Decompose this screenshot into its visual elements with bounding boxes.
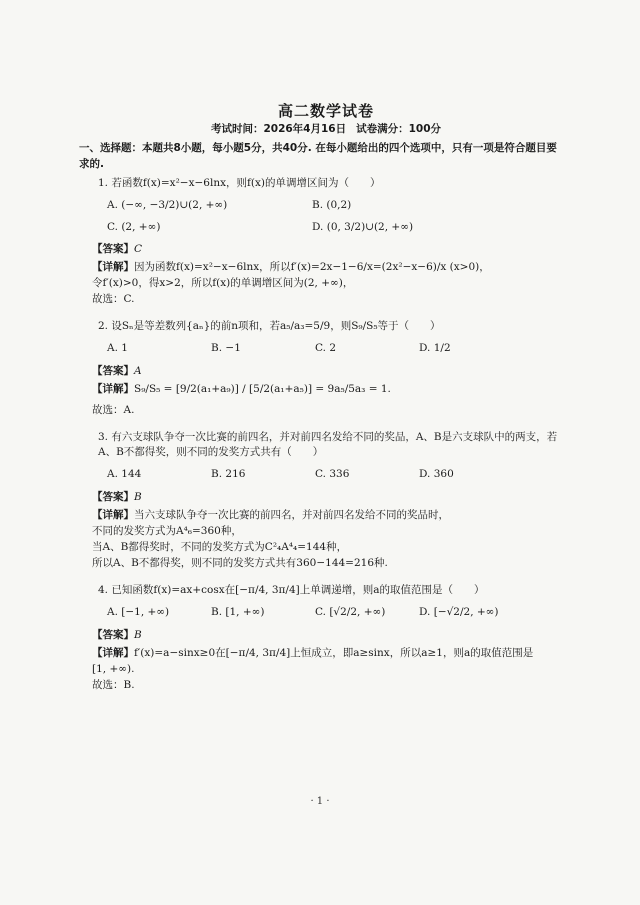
option-c: C. 2: [315, 342, 337, 354]
detail-text: f′(x)=a−sinx≥0在[−π/4, 3π/4]上恒成立，即a≥sinx，所以a≥1，则a的取值范围是: [134, 647, 534, 659]
options-list: [107, 467, 560, 490]
detail-text: 因为函数f(x)=x²−x−6lnx，所以f′(x)=2x−1−6/x=(2x²−x−6)/x (x>0)，: [134, 261, 490, 273]
detail-line: 当A、B都得奖时，不同的发奖方式为C²₄A⁴₄=144种，: [92, 541, 348, 553]
option-c: C. 336: [315, 468, 350, 480]
question-stem: 2. 设Sₙ是等差数列{aₙ}的前n项和，若a₅/a₃=5/9，则S₉/S₅等于（ ）: [98, 320, 441, 332]
detail-block: [92, 382, 560, 418]
detail-line: 故选：C.: [92, 293, 135, 305]
question-stem: 3. 有六支球队争夺一次比赛的前四名，并对前四名发给不同的奖品，A、B是六支球队中的两支，若A、B不都得奖，则不同的发奖方式共有（ ）: [98, 431, 558, 458]
option-b: B. [1, +∞): [211, 606, 265, 618]
question-stem: 4. 已知函数f(x)=ax+cosx在[−π/4, 3π/4]上单调递增，则a的取值范围是（ ）: [98, 584, 485, 596]
options-list: [107, 198, 560, 242]
exam-paper: [79, 102, 560, 699]
option-d: D. (0, 3/2)∪(2, +∞): [312, 221, 414, 233]
detail-line: [92, 382, 560, 397]
detail-line: 令f′(x)>0，得x>2，所以f(x)的单调增区间为(2, +∞)，: [92, 277, 354, 289]
option-a: A. [−1, +∞): [107, 606, 170, 618]
option-d: D. 360: [419, 468, 454, 480]
detail-line: 不同的发奖方式为A⁴₆=360种，: [92, 525, 242, 537]
answer-tag: 【答案】: [92, 629, 134, 641]
answer-line: [92, 364, 560, 379]
exam-info: [92, 122, 560, 137]
exam-time: 考试时间：2026年4月16日: [210, 123, 347, 135]
detail-tag: 【详解】: [92, 509, 134, 521]
detail-text: S₉/S₅ = [9/2(a₁+a₉)] / [5/2(a₁+a₅)] = 9a₅/5a₃ = 1.: [134, 383, 391, 395]
answer-tag: 【答案】: [92, 365, 134, 377]
answer-line: [92, 490, 560, 505]
option-a: A. (−∞, −3/2)∪(2, +∞): [107, 199, 228, 211]
answer-tag: 【答案】: [92, 491, 134, 503]
answer-value: B: [134, 491, 142, 503]
answer-line: [92, 628, 560, 643]
detail-line: 故选：A.: [92, 404, 135, 416]
page-title: 高二数学试卷: [277, 102, 374, 120]
detail-block: [92, 260, 560, 307]
question-1: [92, 176, 560, 307]
option-c: C. (2, +∞): [107, 221, 161, 233]
page-number: · 1 ·: [310, 796, 330, 807]
option-d: D. [−√2/2, +∞): [419, 606, 499, 618]
answer-value: B: [134, 629, 142, 641]
option-a: A. 144: [107, 468, 142, 480]
options-list: [107, 341, 560, 364]
option-b: B. (0,2): [312, 199, 352, 211]
detail-line: [92, 646, 560, 661]
detail-line: [92, 260, 560, 275]
option-b: B. 216: [211, 468, 246, 480]
detail-text: 当六支球队争夺一次比赛的前四名，并对前四名发给不同的奖品时，: [134, 509, 449, 521]
detail-block: [92, 646, 560, 693]
answer-value: C: [134, 243, 143, 255]
detail-line: [92, 508, 560, 523]
answer-tag: 【答案】: [92, 243, 134, 255]
detail-block: [92, 508, 560, 571]
question-2: [92, 319, 560, 418]
options-list: [107, 605, 560, 628]
detail-tag: 【详解】: [92, 261, 134, 273]
detail-line: 所以A、B不都得奖，则不同的发奖方式共有360−144=216种.: [92, 557, 388, 569]
question-3: [92, 430, 560, 571]
answer-value: A: [134, 365, 142, 377]
full-score: 试卷满分：100分: [356, 123, 442, 135]
option-d: D. 1/2: [419, 342, 451, 354]
detail-line: [1, +∞).: [92, 663, 135, 675]
section-header: 一、选择题：本题共8小题，每小题5分，共40分. 在每小题给出的四个选项中，只有一项是符合题目要求的.: [79, 142, 557, 170]
option-a: A. 1: [107, 342, 128, 354]
option-b: B. −1: [211, 342, 241, 354]
answer-line: [92, 242, 560, 257]
question-stem: 1. 若函数f(x)=x²−x−6lnx，则f(x)的单调增区间为（ ）: [98, 177, 381, 189]
option-c: C. [√2/2, +∞): [315, 606, 386, 618]
detail-tag: 【详解】: [92, 647, 134, 659]
question-4: [92, 583, 560, 693]
detail-line: 故选：B.: [92, 679, 135, 691]
detail-tag: 【详解】: [92, 383, 134, 395]
